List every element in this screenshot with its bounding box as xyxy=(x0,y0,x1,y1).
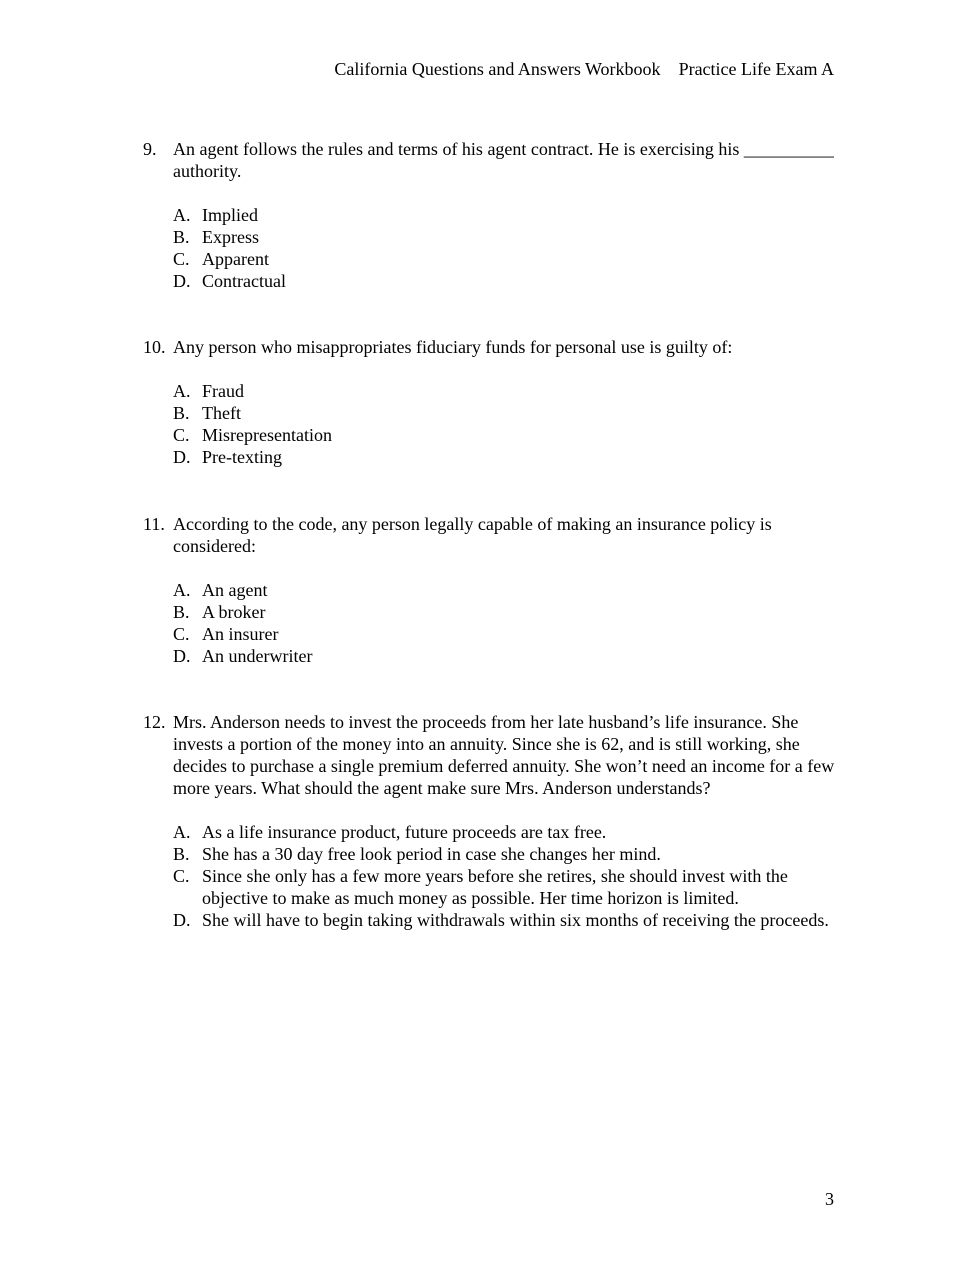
question-9 xyxy=(143,138,843,292)
option-text: An agent xyxy=(202,580,268,600)
exam-title: Practice Life Exam A xyxy=(678,59,834,79)
answer-option xyxy=(173,248,843,270)
option-letter: A. xyxy=(173,205,191,225)
question-number: 9. xyxy=(143,139,157,159)
option-letter: B. xyxy=(173,227,190,247)
answer-option xyxy=(173,380,843,402)
answer-options xyxy=(173,204,843,292)
question-number: 10. xyxy=(143,337,166,357)
option-text: She has a 30 day free look period in case she changes her mind. xyxy=(202,844,661,864)
question-number: 11. xyxy=(143,514,165,534)
answer-option xyxy=(173,865,843,909)
option-letter: A. xyxy=(173,822,191,842)
option-text: Since she only has a few more years before she retires, she should invest with the objective to make as much money as possible. Her time horizon is limited. xyxy=(202,866,788,908)
option-letter: D. xyxy=(173,447,191,467)
answer-option xyxy=(173,270,843,292)
question-number: 12. xyxy=(143,712,166,732)
answer-option xyxy=(173,645,843,667)
answer-option xyxy=(173,204,843,226)
question-12 xyxy=(143,711,843,931)
option-text: An underwriter xyxy=(202,646,313,666)
question-text: Any person who misappropriates fiduciary funds for personal use is guilty of: xyxy=(173,337,733,357)
option-letter: B. xyxy=(173,403,190,423)
question-stem xyxy=(143,138,843,182)
option-letter: D. xyxy=(173,646,191,666)
answer-option xyxy=(173,909,843,931)
option-text: A broker xyxy=(202,602,266,622)
option-text: Implied xyxy=(202,205,258,225)
question-text: According to the code, any person legally capable of making an insurance policy is considered: xyxy=(173,514,772,556)
answer-option xyxy=(173,424,843,446)
page-header xyxy=(334,58,834,80)
option-letter: D. xyxy=(173,910,191,930)
option-letter: C. xyxy=(173,866,190,886)
answer-options xyxy=(173,380,843,468)
answer-option xyxy=(173,601,843,623)
answer-option xyxy=(173,821,843,843)
question-stem xyxy=(143,711,843,799)
option-letter: B. xyxy=(173,844,190,864)
option-letter: C. xyxy=(173,624,190,644)
option-text: Misrepresentation xyxy=(202,425,332,445)
option-letter: D. xyxy=(173,271,191,291)
answer-option xyxy=(173,623,843,645)
workbook-title: California Questions and Answers Workbook xyxy=(334,59,661,79)
option-text: She will have to begin taking withdrawals within six months of receiving the proceeds. xyxy=(202,910,829,930)
answer-option xyxy=(173,446,843,468)
answer-option xyxy=(173,402,843,424)
answer-options xyxy=(173,821,843,931)
question-text: Mrs. Anderson needs to invest the proceeds from her late husband’s life insurance. She invests a portion of the money into an annuity. Since she is 62, and is still working, she decides to purchase a single premium deferred annuity. She won’t need an income for a few more years. What should the agent make sure Mrs. Anderson understands? xyxy=(173,712,835,798)
option-letter: C. xyxy=(173,249,190,269)
answer-option xyxy=(173,579,843,601)
option-text: An insurer xyxy=(202,624,279,644)
option-text: Apparent xyxy=(202,249,269,269)
option-letter: A. xyxy=(173,381,191,401)
question-10 xyxy=(143,336,843,468)
option-text: Theft xyxy=(202,403,241,423)
page-number: 3 xyxy=(825,1189,834,1209)
answer-option xyxy=(173,843,843,865)
question-text: An agent follows the rules and terms of his agent contract. He is exercising his __________ authority. xyxy=(173,139,834,181)
option-text: Fraud xyxy=(202,381,244,401)
answer-options xyxy=(173,579,843,667)
option-text: Express xyxy=(202,227,259,247)
option-letter: B. xyxy=(173,602,190,622)
answer-option xyxy=(173,226,843,248)
option-letter: C. xyxy=(173,425,190,445)
option-text: Pre-texting xyxy=(202,447,282,467)
option-letter: A. xyxy=(173,580,191,600)
question-11 xyxy=(143,513,843,667)
question-stem xyxy=(143,513,843,557)
option-text: Contractual xyxy=(202,271,286,291)
option-text: As a life insurance product, future proceeds are tax free. xyxy=(202,822,607,842)
question-stem xyxy=(143,336,843,358)
